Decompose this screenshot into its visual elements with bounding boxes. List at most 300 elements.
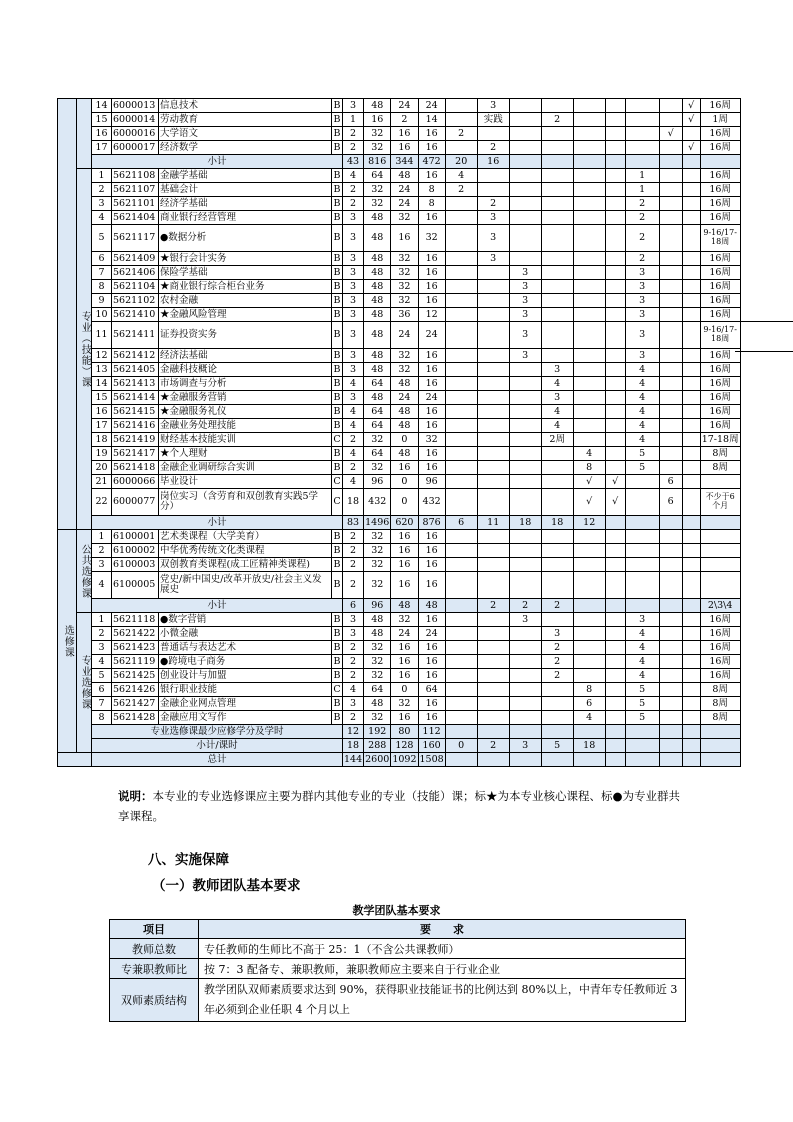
cell-s2 [477,461,509,475]
cell-w: 9-16/17-18周 [700,322,740,349]
cell-c3 [682,489,700,516]
cell-s1 [445,377,477,391]
cell-c1: 1 [625,169,659,183]
cell-s5 [573,294,605,308]
course-no: 15 [92,391,112,405]
cell-s4 [541,197,573,211]
cell-s3 [509,141,541,155]
course-name: ★金融服务礼仪 [159,405,332,419]
course-type: B [332,266,343,280]
cell-pr: 16 [418,419,445,433]
cell-s6 [605,447,625,461]
course-no: 17 [92,141,112,155]
cell-s3 [509,99,541,113]
cell-hr: 1496 [365,516,390,528]
cell-s2 [477,280,509,294]
cell-c2 [659,141,682,155]
cell-s3 [509,113,541,127]
team-row [110,939,686,959]
cell-s2: 实践 [477,113,509,127]
category-cell-outer [58,753,92,767]
cell-pr: 16 [418,697,445,711]
cell-s4 [541,461,573,475]
table-edge-line [735,321,793,352]
course-name: 劳动教育 [159,113,332,127]
cell-pr: 64 [418,683,445,697]
course-no: 3 [92,641,112,655]
team-row-req: 按 7：3 配备专、兼职教师，兼职教师应主要来自于行业企业 [199,959,686,979]
cell-cr: 4 [343,419,364,433]
course-code: 5621118 [112,613,159,627]
cell-s2 [477,266,509,280]
cell-pr: 160 [418,739,445,753]
course-row [58,558,741,572]
cell-c3 [682,641,700,655]
cell-s5 [573,725,605,739]
cell-c2 [659,599,682,613]
cell-s2 [477,391,509,405]
cell-cr: 2 [343,669,364,683]
course-no: 6 [92,252,112,266]
cell-c2 [659,322,682,349]
cell-pr: 16 [418,252,445,266]
cell-s3 [509,475,541,489]
cell-s1 [445,669,477,683]
course-name: 金融企业网点管理 [159,697,332,711]
cell-s4: 18 [541,516,573,530]
cell-s1 [445,530,477,544]
course-code: 6100003 [112,558,159,572]
cell-hr: 48 [364,99,391,113]
cell-c1: 4 [625,419,659,433]
cell-cr: 3 [343,627,364,641]
course-type: B [332,308,343,322]
cell-w: 16周 [700,627,740,641]
cell-s6 [605,419,625,433]
course-no: 2 [92,544,112,558]
course-code: 5621416 [112,419,159,433]
cell-s2 [477,127,509,141]
cell-s4: 5 [541,739,573,753]
cell-s1 [445,544,477,558]
cell-w [700,544,740,558]
course-name: 金融科技概论 [159,363,332,377]
cell-th: 16 [391,655,418,669]
cell-hr: 48 [364,280,391,294]
cell-hr: 48 [364,308,391,322]
cell-s2 [477,683,509,697]
cell-s4: 3 [541,627,573,641]
cell-cr: 2 [343,141,364,155]
cell-s2 [477,447,509,461]
cell-c2 [659,377,682,391]
course-type: B [332,183,343,197]
course-name: 大学语文 [159,127,332,141]
cell-th: 32 [391,349,418,363]
cell-s6 [605,725,625,739]
cell-s4: 2 [541,113,573,127]
cell-s4: 2 [541,641,573,655]
cell-pr: 12 [418,308,445,322]
subtotal-row [58,753,741,767]
course-row [58,183,741,197]
course-name: 小微金融 [159,627,332,641]
cell-s2 [477,544,509,558]
cell-s4: 2 [541,669,573,683]
cell-s3: 3 [509,266,541,280]
cell-s4: 2 [541,599,573,613]
course-type: B [332,225,343,252]
course-name: ★银行会计实务 [159,252,332,266]
note-text: 本专业的专业选修课应主要为群内其他专业的专业（技能）课；标★为本专业核心课程、标●为专业群共享课程。 [118,789,681,823]
course-name: 经济法基础 [159,349,332,363]
cell-s1: 2 [445,183,477,197]
cell-th: 2 [391,113,418,127]
cell-th: 0 [391,489,418,516]
cell-cr: 1 [343,113,364,127]
cell-s1 [445,225,477,252]
course-name: 信息技术 [159,99,332,113]
cell-s3 [509,753,541,767]
cell-hr: 48 [364,294,391,308]
cell-pr: 16 [418,349,445,363]
subtotal-label: 总计 [92,753,343,767]
cell-s4: 3 [541,363,573,377]
course-type: B [332,127,343,141]
subtotal-row [58,725,741,739]
course-row [58,211,741,225]
cell-s1 [445,489,477,516]
cell-s4 [541,99,573,113]
cell-c1 [625,489,659,516]
cell-c3 [682,363,700,377]
cell-c3 [682,405,700,419]
cell-c1: 4 [625,391,659,405]
course-no: 7 [92,697,112,711]
cell-w: 8周 [700,447,740,461]
course-type: B [332,141,343,155]
cell-s3: 3 [509,294,541,308]
cell-cr: 6 [343,599,364,613]
course-name: 岗位实习（含劳育和双创教育实践5学分） [159,489,332,516]
cell-s2 [477,169,509,183]
cell-s2: 3 [477,99,509,113]
cell-th: 344 [391,155,418,169]
course-row [58,197,741,211]
course-no: 9 [92,294,112,308]
cell-th: 32 [391,211,418,225]
section-subheading: （一）教师团队基本要求 [152,878,301,894]
course-name: 银行职业技能 [159,683,332,697]
cell-w [700,155,740,169]
cell-w: 16周 [700,280,740,294]
cell-c1 [625,725,659,739]
course-type: B [332,377,343,391]
cell-cr: 2 [343,461,364,475]
cell-c3 [682,377,700,391]
cell-pr: 16 [418,211,445,225]
cell-s3 [509,461,541,475]
cell-c3 [682,461,700,475]
course-name: 中华优秀传统文化类课程 [159,544,332,558]
cell-cr: 2 [343,183,364,197]
cell-cr: 43 [343,155,364,169]
cell-s1 [445,433,477,447]
course-name: ●跨境电子商务 [159,655,332,669]
cell-s5 [573,753,605,767]
cell-s6 [605,349,625,363]
cell-s6 [605,391,625,405]
cell-c1: 4 [625,377,659,391]
cell-s4 [541,475,573,489]
cell-th: 16 [391,127,418,141]
cell-s6 [605,516,625,530]
course-type: B [332,447,343,461]
course-type: B [332,461,343,475]
course-code: 6000014 [112,113,159,127]
cell-hr: 432 [364,489,391,516]
cell-s6 [605,322,625,349]
cell-pr: 16 [418,447,445,461]
note-label: 说明： [118,789,153,803]
course-row [58,475,741,489]
cell-c3 [682,225,700,252]
cell-cr: 3 [343,252,364,266]
cell-s2 [477,349,509,363]
cell-s5 [573,419,605,433]
cell-hr: 64 [364,683,391,697]
course-code: 5621427 [112,697,159,711]
cell-s5 [573,433,605,447]
course-row [58,655,741,669]
course-code: 5621117 [112,225,159,252]
cell-s3 [509,544,541,558]
team-header-item: 项目 [110,920,199,939]
cell-s3 [509,669,541,683]
cell-th: 32 [391,697,418,711]
cell-s3 [509,683,541,697]
cell-s5: 18 [573,739,605,753]
course-name: 经济数学 [159,141,332,155]
cell-hr: 32 [364,197,391,211]
cell-w: 16周 [700,405,740,419]
cell-cr: 3 [343,280,364,294]
cell-s6 [605,127,625,141]
cell-s5 [573,391,605,405]
cell-th: 48 [391,405,418,419]
course-type: B [332,349,343,363]
cell-s6 [605,211,625,225]
course-name: ●数据分析 [159,225,332,252]
cell-w: 16周 [700,169,740,183]
cell-s5 [573,169,605,183]
cell-s2 [477,433,509,447]
course-code: 5621425 [112,669,159,683]
course-code: 6100005 [112,572,159,599]
cell-s4: 4 [541,377,573,391]
course-name: 金融学基础 [159,169,332,183]
cell-s6 [605,530,625,544]
cell-s4 [541,697,573,711]
cell-s6 [605,141,625,155]
cell-s2 [477,697,509,711]
subtotal-label: 小计 [92,599,343,613]
course-code: 5621414 [112,391,159,405]
cell-pr: 16 [418,294,445,308]
cell-s3 [509,697,541,711]
cell-pr: 48 [418,599,445,613]
course-name: 金融应用文写作 [159,711,332,725]
cell-c1: 3 [625,294,659,308]
cell-s5: 12 [573,516,605,530]
course-row [58,419,741,433]
cell-s2 [477,475,509,489]
cell-w: 16周 [700,211,740,225]
cell-c2 [659,294,682,308]
cell-w [700,475,740,489]
cell-s5 [573,155,605,169]
cell-s3 [509,711,541,725]
cell-cr: 3 [343,322,364,349]
cell-c1: 4 [625,669,659,683]
cell-th: 16 [391,461,418,475]
cell-c3: √ [682,113,700,127]
cell-th: 16 [391,711,418,725]
cell-w: 16周 [700,294,740,308]
cell-th: 24 [391,322,418,349]
cell-hr: 32 [364,669,391,683]
cell-s3: 2 [509,599,541,613]
cell-th: 16 [391,558,418,572]
cell-s2: 2 [477,197,509,211]
cell-hr: 816 [364,155,391,169]
cell-c1 [625,739,659,753]
cell-c1: 4 [625,405,659,419]
cell-cr: 4 [343,405,364,419]
course-no: 22 [92,489,112,516]
cell-cr: 83 [343,516,364,530]
course-name: 基础会计 [159,183,332,197]
course-type: B [332,391,343,405]
cell-th: 80 [391,725,418,739]
course-no: 2 [92,627,112,641]
cell-s5 [573,572,605,599]
cell-s6 [605,558,625,572]
course-type: B [332,613,343,627]
cell-pr: 112 [418,725,445,739]
cell-s4 [541,322,573,349]
cell-s5: 6 [573,697,605,711]
cell-s5 [573,363,605,377]
cell-s6 [605,266,625,280]
cell-cr: 3 [343,211,364,225]
cell-w: 16周 [700,613,740,627]
cell-th: 16 [391,141,418,155]
course-name: 保险学基础 [159,266,332,280]
cell-c3 [682,280,700,294]
cell-hr: 64 [364,169,391,183]
cell-s2 [477,489,509,516]
cell-c2 [659,308,682,322]
cell-s6 [605,99,625,113]
course-code: 5621404 [112,211,159,225]
cell-c1: 2 [625,197,659,211]
course-no: 6 [92,683,112,697]
cell-hr: 32 [364,183,391,197]
cell-pr: 24 [418,99,445,113]
course-code: 6000066 [112,475,159,489]
cell-th: 16 [391,572,418,599]
cell-s5: 4 [573,711,605,725]
cell-hr: 48 [364,225,391,252]
cell-c1: 2 [625,211,659,225]
cell-s2: 3 [477,211,509,225]
cell-c1: 5 [625,683,659,697]
cell-s6 [605,627,625,641]
cell-hr: 32 [364,711,391,725]
cell-s2 [477,725,509,739]
course-name: 证券投资实务 [159,322,332,349]
course-no: 16 [92,127,112,141]
cell-s4 [541,308,573,322]
cell-s2 [477,183,509,197]
cell-s1 [445,252,477,266]
cell-hr: 32 [364,641,391,655]
cell-w: 16周 [700,99,740,113]
cell-hr: 32 [364,655,391,669]
course-type: B [332,558,343,572]
cell-s2 [477,419,509,433]
cell-c3 [682,183,700,197]
cell-w: 16周 [700,655,740,669]
cell-s4 [541,489,573,516]
cell-c1 [625,99,659,113]
course-code: 5621119 [112,655,159,669]
cell-s5 [573,197,605,211]
cell-s1 [445,711,477,725]
cell-s3: 3 [509,280,541,294]
cell-c1 [625,599,659,613]
cell-s5 [573,211,605,225]
cell-th: 48 [391,419,418,433]
course-row [58,613,741,627]
cell-th: 128 [391,739,418,753]
cell-s6: √ [605,475,625,489]
cell-w: 16周 [700,391,740,405]
course-type: B [332,211,343,225]
category-cell-inner [77,99,92,169]
cell-s2 [477,753,509,767]
cell-s1 [445,558,477,572]
cell-s1 [445,627,477,641]
cell-s3 [509,419,541,433]
course-row [58,447,741,461]
cell-c1: 3 [625,266,659,280]
cell-hr: 32 [364,433,391,447]
cell-cr: 2 [343,544,364,558]
cell-c2: 6 [659,475,682,489]
cell-s3: 3 [509,739,541,753]
course-name: 艺术类课程（大学美育） [159,530,332,544]
cell-s3 [509,183,541,197]
cell-c3 [682,308,700,322]
team-header-req: 要 求 [199,920,686,939]
course-name: 党史/新中国史/改革开放史/社会主义发展史 [159,572,332,599]
cell-c2 [659,183,682,197]
cell-cr: 2 [343,711,364,725]
cell-s5 [573,349,605,363]
cell-s1 [445,266,477,280]
